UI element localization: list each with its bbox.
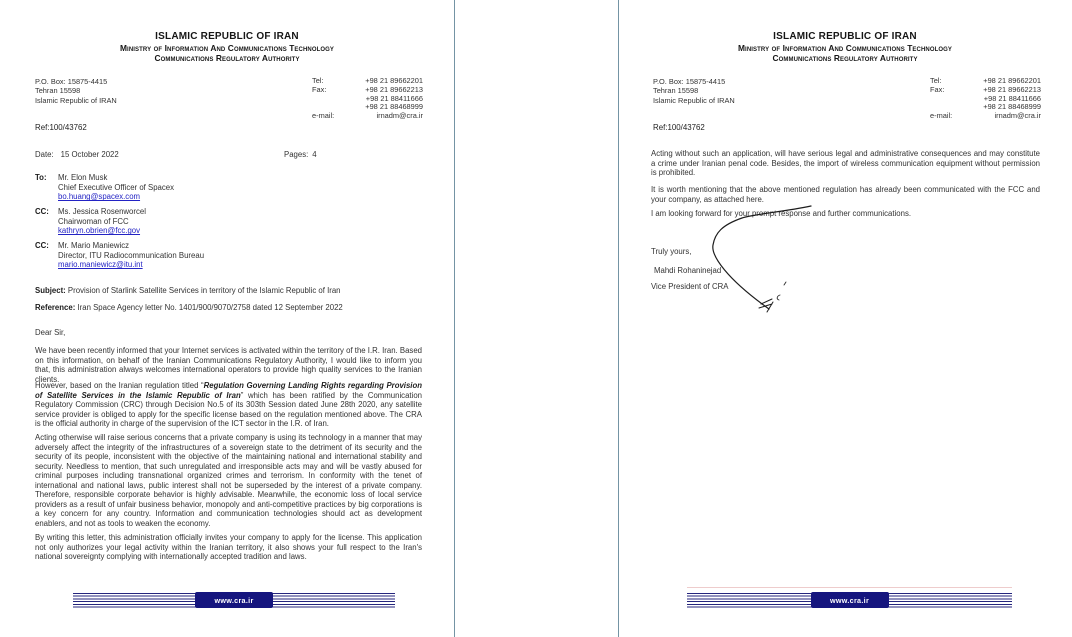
cc2-name: Mr. Mario Maniewicz xyxy=(58,241,130,250)
email-value: irnadm@cra.ir xyxy=(376,111,423,121)
cc1-email-link[interactable]: kathryn.obrien@fcc.gov xyxy=(58,226,141,236)
footer-url-badge xyxy=(811,592,889,608)
cc1-title: Chairwoman of FCC xyxy=(58,216,129,226)
cc2-email-link[interactable]: mario.maniewicz@itu.int xyxy=(58,260,143,270)
address-po-box: P.O. Box: 15875-4415 xyxy=(35,77,108,86)
closing-phrase: Truly yours, xyxy=(651,247,692,256)
to-email-link[interactable]: bo.huang@spacex.com xyxy=(58,192,141,202)
cc-block-1 xyxy=(35,207,422,236)
reference-text: Iran Space Agency letter No. 1401/900/9070/2758 dated 12 September 2022 xyxy=(75,303,343,312)
signer-name: Mahdi Rohaninejad xyxy=(654,266,722,275)
fax-label: Fax: xyxy=(312,84,327,94)
pages-label: Pages: xyxy=(284,150,309,159)
address-city: Tehran 15598 xyxy=(653,86,699,96)
to-block xyxy=(35,173,422,202)
footer-url: www.cra.ir xyxy=(214,595,254,605)
footer-stripes xyxy=(687,593,1012,608)
footer-stripes xyxy=(73,593,395,608)
letterhead-title: ISLAMIC REPUBLIC OF IRAN xyxy=(155,31,299,42)
sender-address-block xyxy=(653,77,735,105)
letter-page-2 xyxy=(618,0,1072,637)
reference-line xyxy=(35,303,422,313)
email-value: irnadm@cra.ir xyxy=(994,111,1041,121)
letterhead-ministry: Ministry of Information And Communications Technology xyxy=(119,43,335,53)
to-title: Chief Executive Officer of Spacex xyxy=(58,182,174,192)
tel-label: Tel: xyxy=(312,76,324,85)
address-city: Tehran 15598 xyxy=(35,86,81,96)
letterhead-authority: Communications Regulatory Authority xyxy=(772,53,918,63)
address-country: Islamic Republic of IRAN xyxy=(653,95,735,105)
reference-number: Ref:100/43762 xyxy=(653,123,705,132)
fax-number-1: +98 21 89662213 xyxy=(365,84,423,94)
cc-block-2 xyxy=(35,241,422,270)
subject-text: Provision of Starlink Satellite Services in territory of the Islamic Republic of Iran xyxy=(65,286,341,295)
letterhead xyxy=(618,31,1072,63)
tel-number: +98 21 89662201 xyxy=(983,76,1041,85)
pages-value: 4 xyxy=(312,150,317,159)
regulation-title: Regulation Governing Landing Rights regarding Provision of Satellite Services in the Islamic Republic of Iran xyxy=(35,381,422,400)
fax-number-2: +98 21 88411666 xyxy=(365,93,423,103)
contact-block xyxy=(930,77,1041,121)
subject-line xyxy=(35,286,422,296)
cc2-label: CC: xyxy=(35,241,49,250)
tel-label: Tel: xyxy=(930,76,942,85)
cc1-label: CC: xyxy=(35,207,49,216)
letterhead-ministry: Ministry of Information And Communications Technology xyxy=(737,43,953,53)
cc1-name: Ms. Jessica Rosenworcel xyxy=(58,207,146,216)
body-paragraph-4: By writing this letter, this administration officially invites your company to apply for the license. This application not only authorizes your legal activity within the Iranian territory, it also shows your full respect to the Iran's national sovereignty complying with internationally accepted tradition and laws. xyxy=(35,533,422,562)
letterhead xyxy=(0,31,454,63)
email-label: e-mail: xyxy=(930,111,953,121)
page-edge-line-1 xyxy=(454,0,455,637)
email-label: e-mail: xyxy=(312,111,335,121)
paragraph-2-rest: ” which has been ratified by the Communication Regulatory Commission (CRC) through Decision No.5 of its 303th Session dated June 28th 2020, any satellite service provider is obliged to apply for the specific license based on the regulation mentioned above. The CRA is the official authority in charge of the supervision of the ICT sector in the I.R. of Iran. xyxy=(35,390,422,429)
to-name: Mr. Elon Musk xyxy=(58,173,108,182)
subject-label: Subject: xyxy=(35,286,66,295)
address-po-box: P.O. Box: 15875-4415 xyxy=(653,77,726,86)
signer-title: Vice President of CRA xyxy=(651,282,729,291)
letter-page-1 xyxy=(0,0,454,637)
paragraph-2-lead: However, based on the Iranian regulation titled “ xyxy=(35,381,204,390)
cc2-title: Director, ITU Radiocommunication Bureau xyxy=(58,250,205,260)
letterhead-title: ISLAMIC REPUBLIC OF IRAN xyxy=(773,31,917,42)
address-country: Islamic Republic of IRAN xyxy=(35,95,117,105)
fax-number-3: +98 21 88468999 xyxy=(365,102,423,112)
contact-block xyxy=(312,77,423,121)
salutation: Dear Sir, xyxy=(35,328,66,337)
body-paragraph-5: Acting without such an application, will have serious legal and administrative consequences and may constitute a crime under Iranian penal code. Besides, the import of wireless communication equipment without permission is prohibited. xyxy=(651,149,1040,178)
to-label: To: xyxy=(35,173,47,182)
reference-label: Reference: xyxy=(35,303,76,312)
reference-number: Ref:100/43762 xyxy=(35,123,87,132)
body-paragraph-2 xyxy=(35,381,422,429)
letterhead-authority: Communications Regulatory Authority xyxy=(154,53,300,63)
footer-url-badge xyxy=(195,592,273,608)
scan-artifact-line xyxy=(687,587,1012,588)
body-paragraph-3: Acting otherwise will raise serious concerns that a private company is using its technology in a manner that may adversely affect the integrity of the infrastructures of a sovereign state to the detriment of its security and the security of its people, inconsistent with the objective of the maintaining national and international stability and security. Needless to mention, that such unregulated and irresponsible acts may and will be vastly abused for criminal purposes including transnational organized crimes and terrorism. In conformity with the tenet of international and national laws, public interest shall not be superseded by the interest of a private company. Therefore, responsible corporate behavior is highly advisable. Meanwhile, the economic loss of local service providers as a result of unfair business behavior, monopoly and anti-competitive practices by big corporations is a key concern for any country. Information and communication technologies should act as development enablers, and not as tools to weaken the economy. xyxy=(35,433,422,528)
fax-number-3: +98 21 88468999 xyxy=(983,102,1041,112)
signature-scribble xyxy=(618,195,868,335)
body-paragraph-6: It is worth mentioning that the above mentioned regulation has already been communicated with the FCC and your company, as attached here. xyxy=(651,185,1040,204)
date-line xyxy=(35,150,422,159)
date-label: Date: xyxy=(35,150,54,159)
body-paragraph-7: I am looking forward for your prompt response and further communications. xyxy=(651,209,912,218)
sender-address-block xyxy=(35,77,117,105)
date-value: 15 October 2022 xyxy=(60,150,119,159)
fax-label: Fax: xyxy=(930,84,945,94)
body-paragraph-1: We have been recently informed that your Internet services is activated within the territory of the I.R. Iran. Based on this information, on behalf of the Iranian Communications Regulatory Authority, I would like to inform you that, this administration always welcomes international operators to provide high quality services to the Iranian clients. xyxy=(35,346,422,384)
pages-line xyxy=(284,150,317,159)
fax-number-1: +98 21 89662213 xyxy=(983,84,1041,94)
tel-number: +98 21 89662201 xyxy=(365,76,423,85)
fax-number-2: +98 21 88411666 xyxy=(983,93,1041,103)
footer-url: www.cra.ir xyxy=(829,595,870,605)
